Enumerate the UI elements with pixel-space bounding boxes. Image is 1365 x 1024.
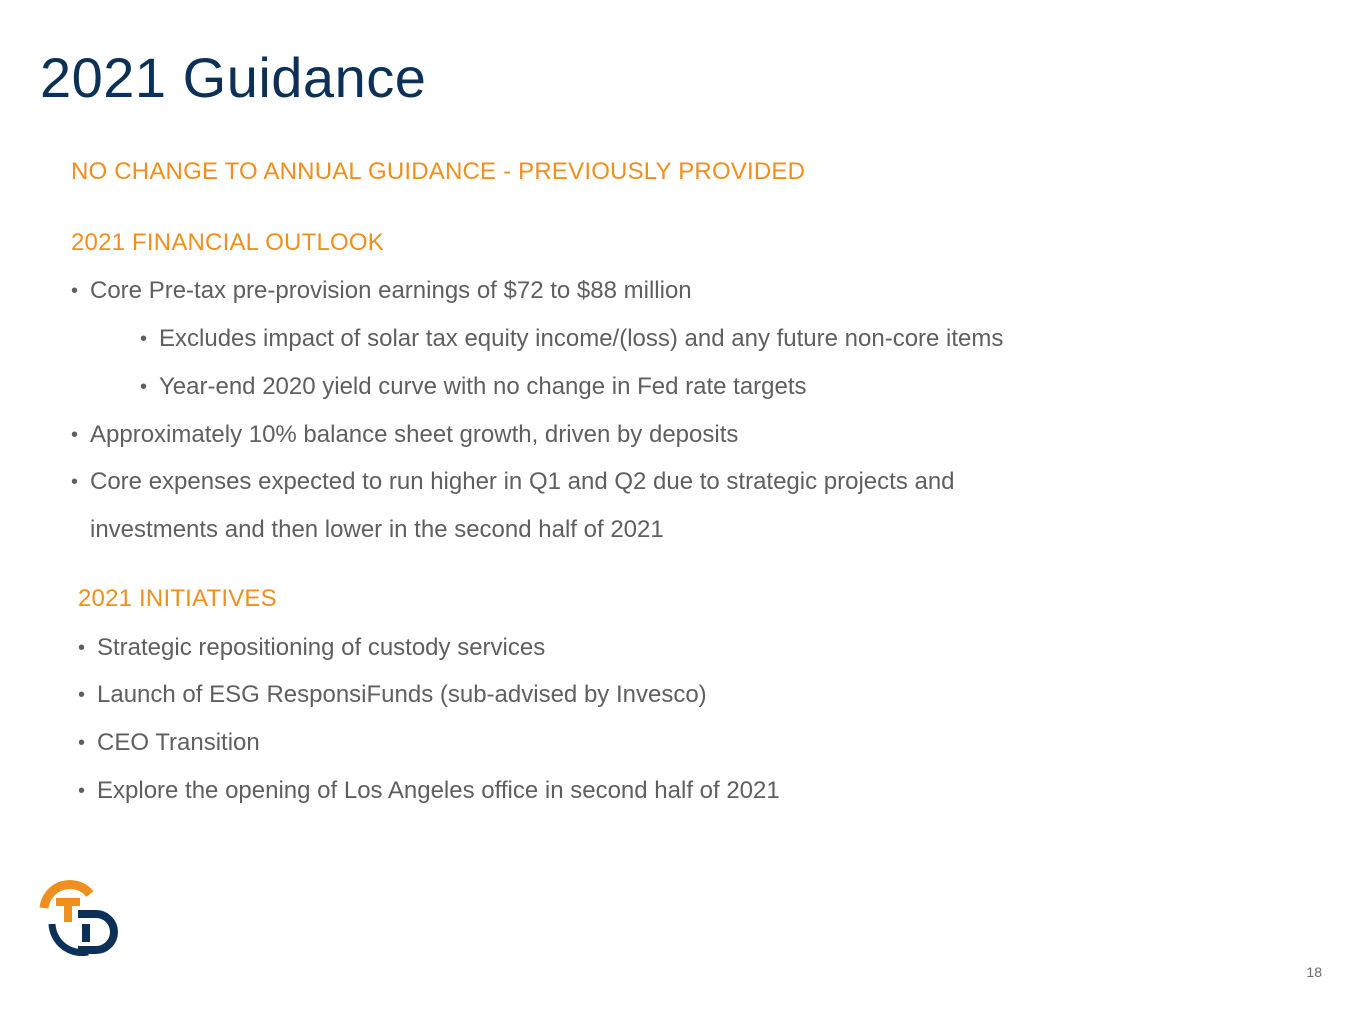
bullet-marker: •: [140, 376, 148, 398]
initiative-item: Explore the opening of Los Angeles office in second half of 2021: [97, 777, 780, 804]
page-number: 18: [1306, 964, 1322, 980]
bullet-marker: •: [78, 684, 86, 706]
bullet-marker: •: [140, 328, 148, 350]
slide-title: 2021 Guidance: [40, 46, 427, 109]
outlook-item: Core expenses expected to run higher in Q1 and Q2 due to strategic projects and: [90, 468, 955, 495]
outlook-item: Core Pre-tax pre-provision earnings of $72 to $88 million: [90, 277, 692, 304]
outlook-item-continuation: investments and then lower in the second half of 2021: [90, 516, 664, 543]
initiative-item: CEO Transition: [97, 729, 260, 756]
outlook-subitem: Year-end 2020 yield curve with no change in Fed rate targets: [159, 373, 807, 400]
bullet-marker: •: [78, 732, 86, 754]
initiative-item: Launch of ESG ResponsiFunds (sub-advised by Invesco): [97, 681, 707, 708]
initiatives-heading: 2021 INITIATIVES: [78, 585, 277, 612]
bullet-marker: •: [78, 637, 86, 659]
bullet-marker: •: [71, 280, 79, 302]
outlook-subitem: Excludes impact of solar tax equity income/(loss) and any future non-core items: [159, 325, 1004, 352]
company-logo: [36, 872, 120, 956]
bullet-marker: •: [71, 471, 79, 493]
initiative-item: Strategic repositioning of custody services: [97, 634, 546, 661]
bullet-marker: •: [78, 780, 86, 802]
guidance-notice: NO CHANGE TO ANNUAL GUIDANCE - PREVIOUSLY PROVIDED: [71, 158, 806, 185]
outlook-heading: 2021 FINANCIAL OUTLOOK: [71, 229, 384, 256]
outlook-item: Approximately 10% balance sheet growth, driven by deposits: [90, 421, 739, 448]
bullet-marker: •: [71, 424, 79, 446]
